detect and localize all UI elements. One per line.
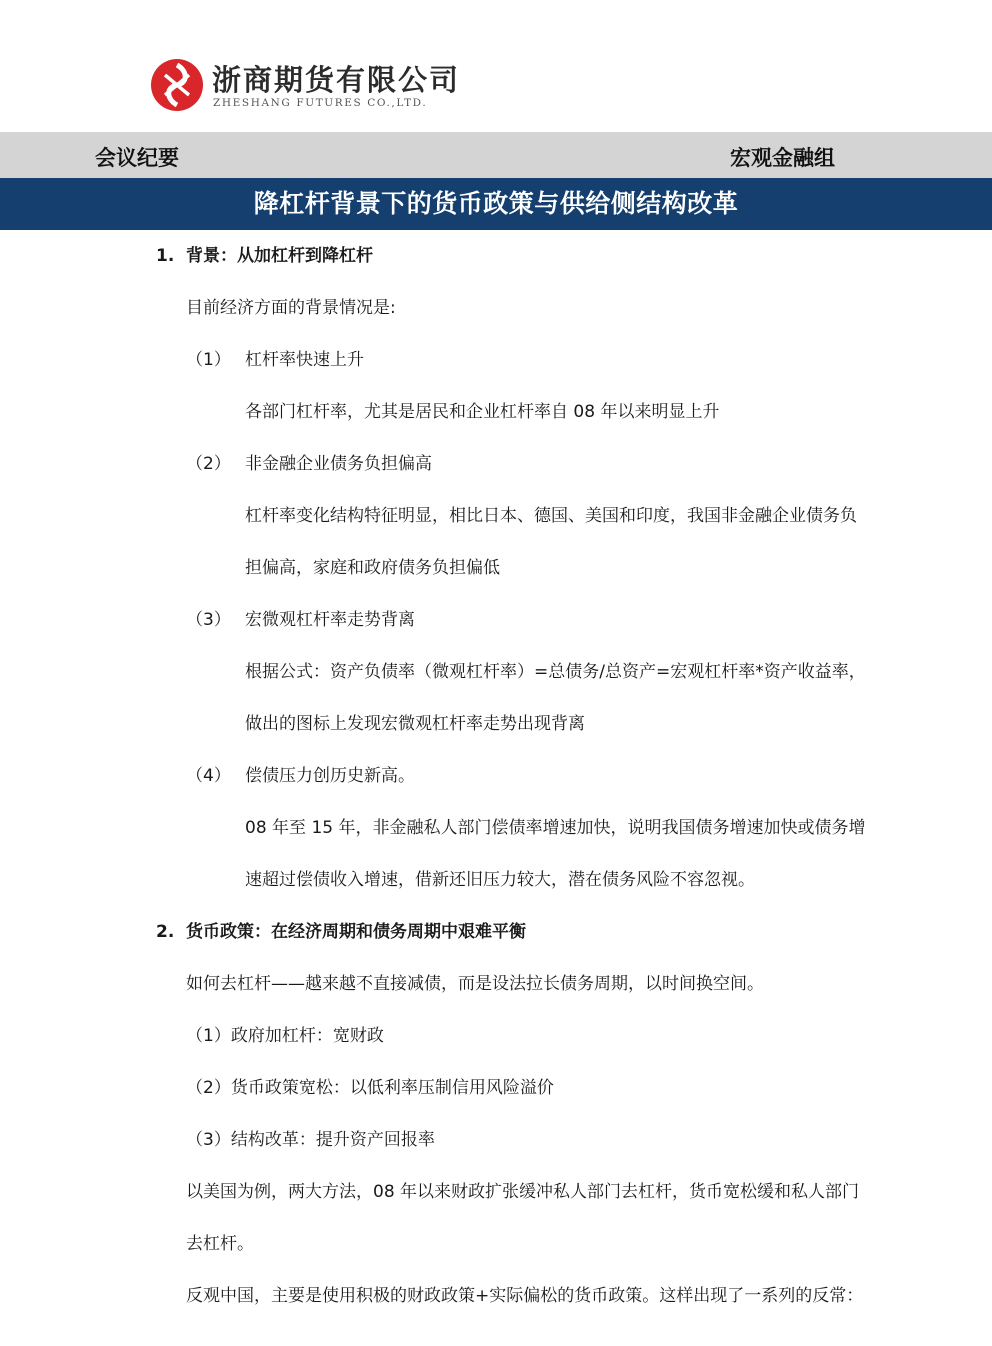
page-title: 降杠杆背景下的货币政策与供给侧结构改革 bbox=[253, 189, 739, 218]
item-3-title: 宏微观杠杆率走势背离 bbox=[245, 610, 415, 630]
item-2-number: （2） bbox=[186, 454, 231, 474]
section-2-para-1-line-2: 去杠杆。 bbox=[186, 1234, 254, 1254]
section-2-para-2: 反观中国，主要是使用积极的财政政策+实际偏松的货币政策。这样出现了一系列的反常： bbox=[186, 1286, 864, 1306]
company-name-en: ZHESHANG FUTURES CO.,LTD. bbox=[213, 97, 428, 109]
section-2-item-1: （1）政府加杠杆：宽财政 bbox=[186, 1026, 384, 1046]
item-4-number: （4） bbox=[186, 766, 231, 786]
item-4-title: 偿债压力创历史新高。 bbox=[245, 766, 415, 786]
company-logo-icon bbox=[150, 58, 204, 112]
item-1-text: 各部门杠杆率，尤其是居民和企业杠杆率自 08 年以来明显上升 bbox=[245, 402, 720, 422]
group-label: 宏观金融组 bbox=[730, 146, 835, 170]
item-1-number: （1） bbox=[186, 350, 231, 370]
title-bar bbox=[0, 178, 992, 230]
item-2-text-line-1: 杠杆率变化结构特征明显，相比日本、德国、美国和印度，我国非金融企业债务负 bbox=[245, 506, 857, 526]
company-name-cn: 浙商期货有限公司 bbox=[212, 63, 461, 97]
item-1-title: 杠杆率快速上升 bbox=[245, 350, 364, 370]
item-3-number: （3） bbox=[186, 610, 231, 630]
item-3-text-line-1: 根据公式：资产负债率（微观杠杆率）=总债务/总资产=宏观杠杆率*资产收益率， bbox=[245, 662, 866, 682]
section-2-heading: 货币政策：在经济周期和债务周期中艰难平衡 bbox=[186, 922, 526, 942]
item-2-title: 非金融企业债务负担偏高 bbox=[245, 454, 432, 474]
doc-type-label: 会议纪要 bbox=[95, 146, 179, 170]
item-4-text-line-1: 08 年至 15 年，非金融私人部门偿债率增速加快，说明我国债务增速加快或债务增 bbox=[245, 818, 866, 838]
item-2-text-line-2: 担偏高，家庭和政府债务负担偏低 bbox=[245, 558, 500, 578]
section-2-number: 2. bbox=[156, 922, 175, 942]
section-2-item-3: （3）结构改革：提升资产回报率 bbox=[186, 1130, 435, 1150]
section-1-intro: 目前经济方面的背景情况是: bbox=[186, 298, 396, 318]
item-4-text-line-2: 速超过偿债收入增速，借新还旧压力较大，潜在债务风险不容忽视。 bbox=[245, 870, 755, 890]
item-3-text-line-2: 做出的图标上发现宏微观杠杆率走势出现背离 bbox=[245, 714, 585, 734]
report-type-bar bbox=[0, 132, 992, 178]
section-2-intro: 如何去杠杆——越来越不直接减债，而是设法拉长债务周期，以时间换空间。 bbox=[186, 974, 764, 994]
section-1-heading: 背景：从加杠杆到降杠杆 bbox=[186, 246, 373, 266]
section-2-para-1-line-1: 以美国为例，两大方法，08 年以来财政扩张缓冲私人部门去杠杆，货币宽松缓和私人部门 bbox=[186, 1182, 860, 1202]
section-2-item-2: （2）货币政策宽松：以低利率压制信用风险溢价 bbox=[186, 1078, 554, 1098]
section-1-number: 1. bbox=[156, 246, 175, 266]
